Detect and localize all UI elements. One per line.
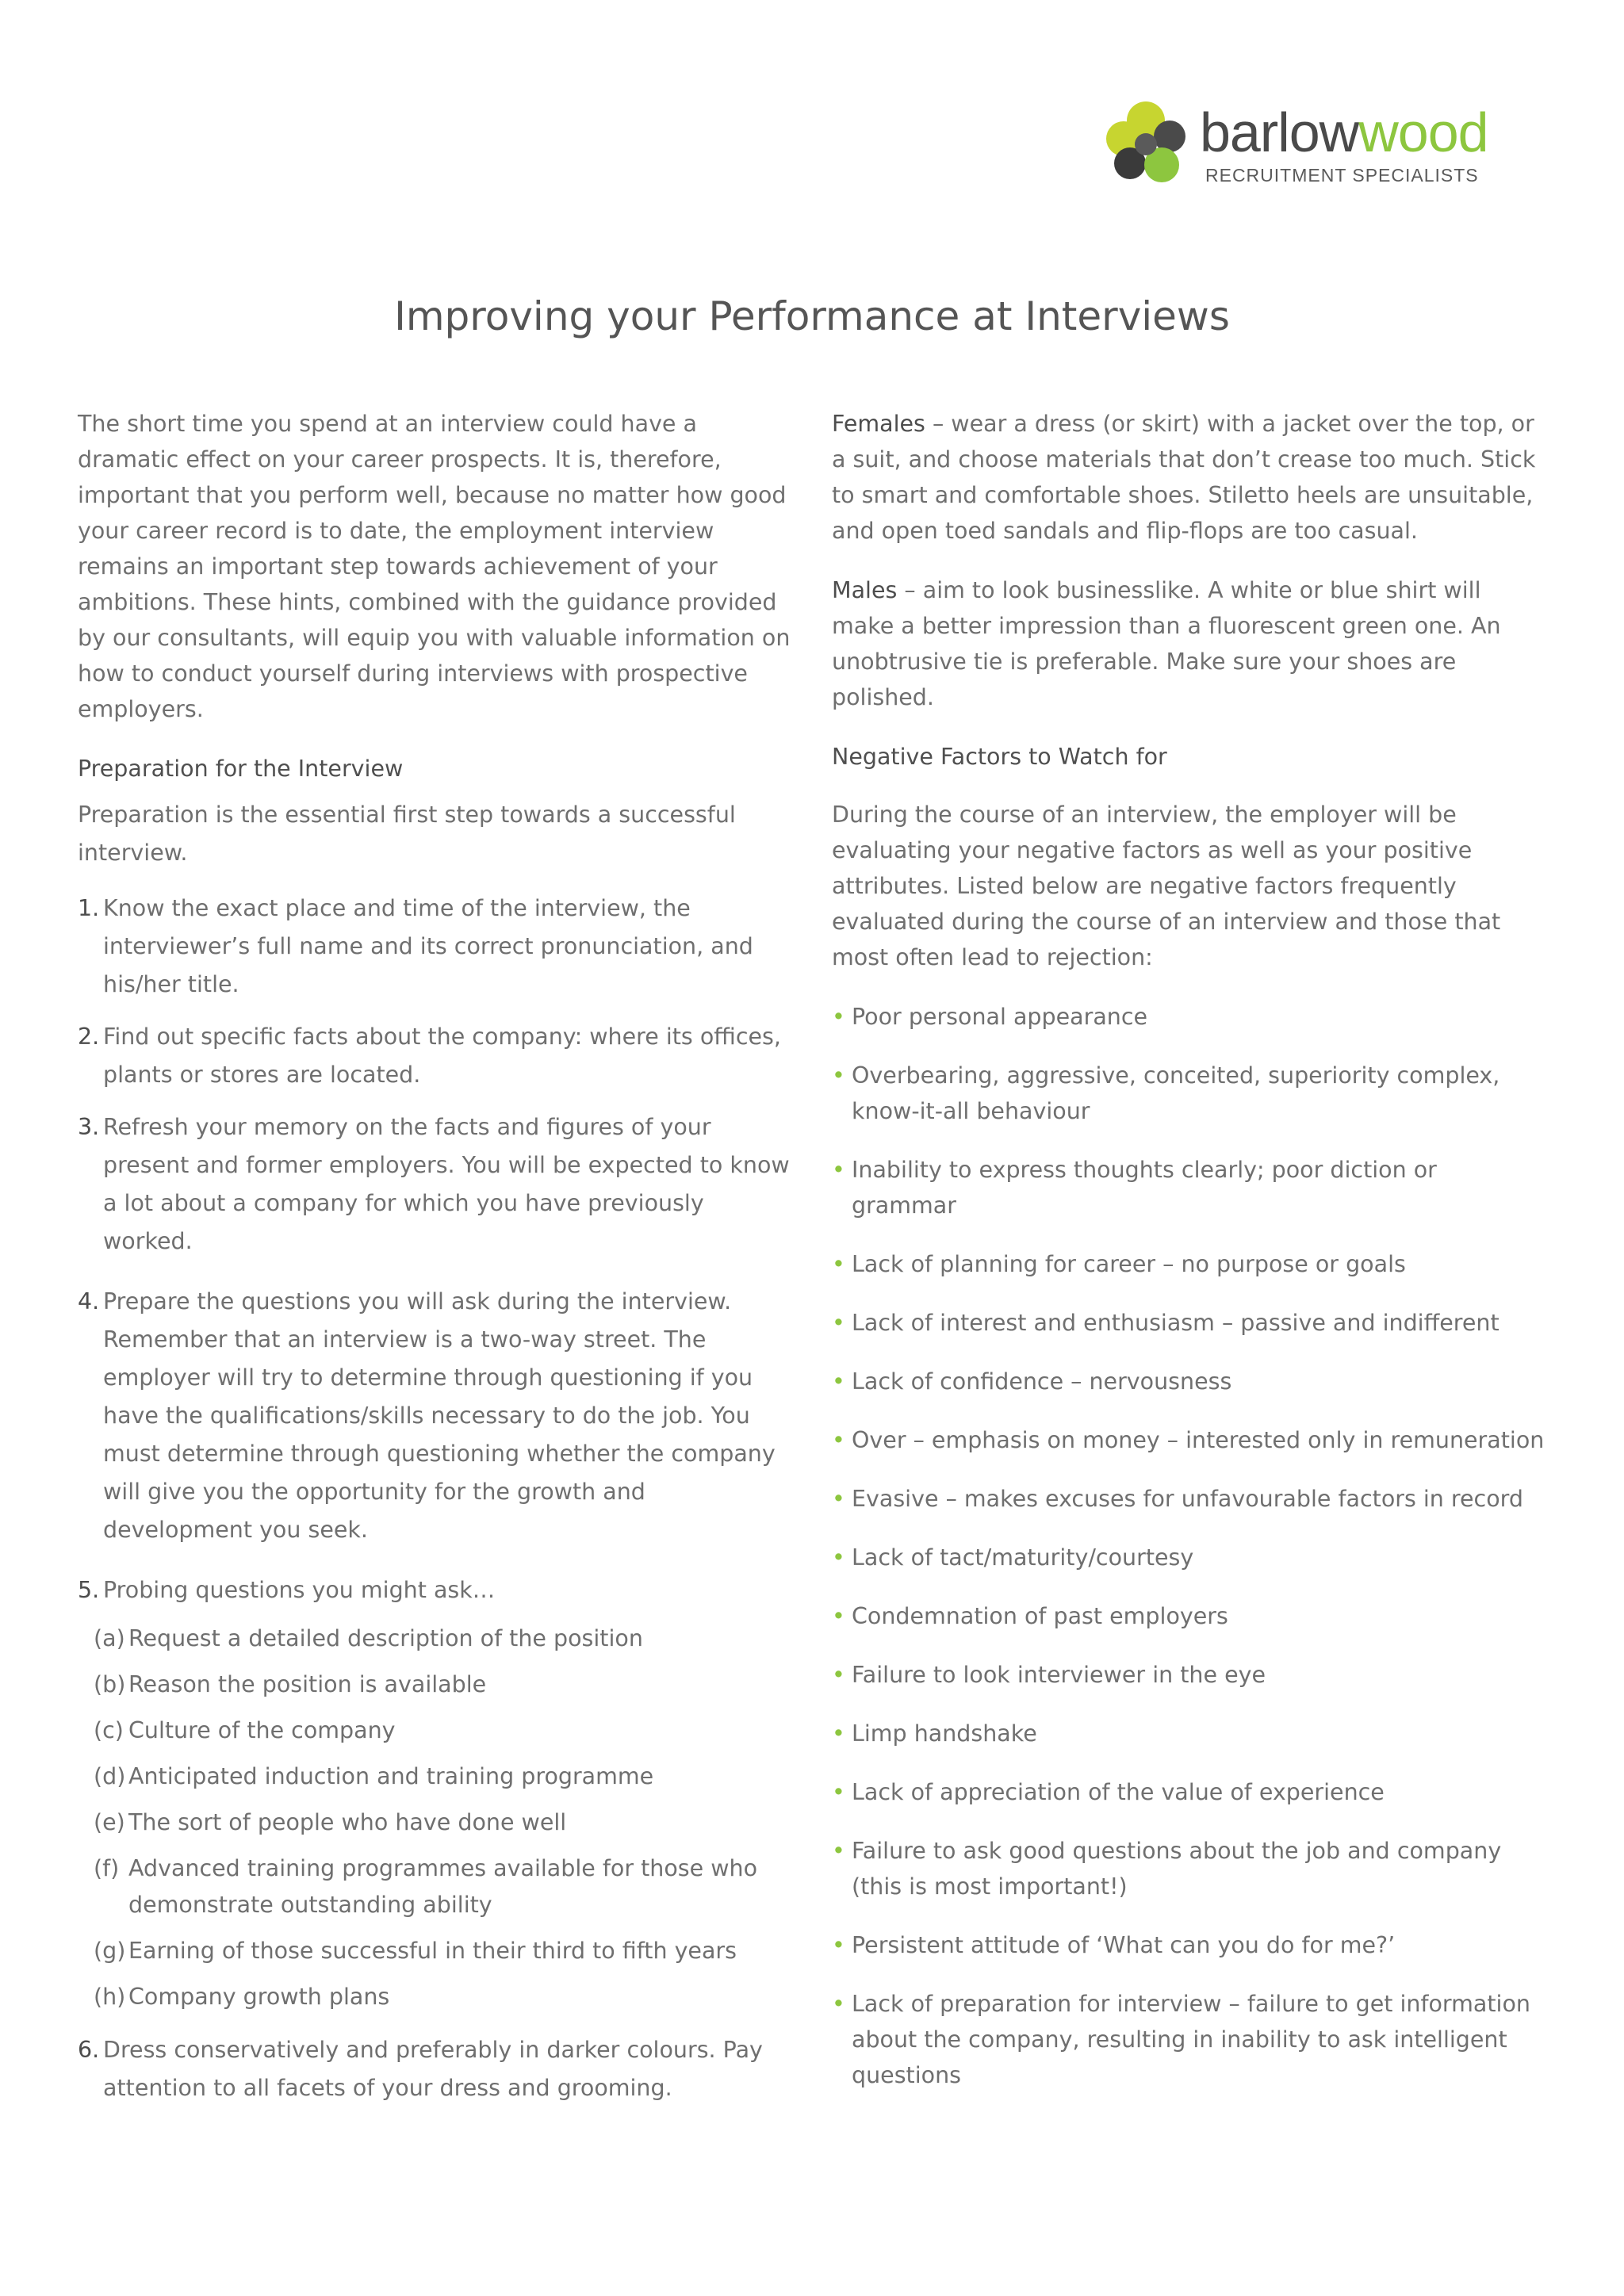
females-paragraph [832,406,1545,549]
sub-item-text: Advanced training programmes available for those who demonstrate outstanding ability [128,1855,758,1918]
negative-factors-list [832,999,1545,2093]
negative-factor-text: Poor personal appearance [852,1004,1148,1030]
sub-item-label: (d) [94,1763,126,1789]
logo-wordmark [1200,101,1488,163]
left-column [78,406,799,2122]
males-paragraph [832,572,1545,715]
sub-item-e [94,1804,799,1841]
negative-factor-text: Lack of appreciation of the value of experience [852,1779,1385,1805]
negative-factor-item [832,1774,1545,1810]
item-number: 1. [78,895,100,921]
negative-factor-text: Condemnation of past employers [852,1603,1228,1629]
company-logo [1098,95,1542,190]
item-text: Know the exact place and time of the interview, the interviewer’s full name and its correct pronunciation, and his/her title. [103,895,753,997]
numbered-item-5 [78,1571,799,1609]
sub-item-label: (f) [94,1855,120,1881]
logo-tagline: RECRUITMENT SPECIALISTS [1205,165,1479,186]
sub-item-d [94,1758,799,1795]
page-title: Improving your Performance at Interviews [394,293,1230,339]
bullet-dot-icon: • [832,1838,845,1864]
negative-factor-item [832,1246,1545,1282]
item-text: Refresh your memory on the facts and figures of your present and former employers. You will be expected to know a lot about a company for which you have previously worked. [103,1114,790,1254]
sub-item-label: (g) [94,1938,126,1964]
sub-item-text: Culture of the company [128,1717,396,1743]
negative-factor-text: Overbearing, aggressive, conceited, superiority complex, know-it-all behaviour [852,1062,1500,1124]
bullet-dot-icon: • [832,1662,845,1688]
negative-factor-item [832,1598,1545,1634]
preparation-heading: Preparation for the Interview [78,756,404,782]
item-text: Prepare the questions you will ask during the interview. Remember that an interview is a two-way street. The employer will try to determine through questioning if you have the qualifications/skills necessary to do the job. You must determine through questioning whether the company will give you the opportunity for the growth and development you seek. [103,1288,776,1543]
numbered-item-4 [78,1283,799,1549]
item-text: Find out specific facts about the company: where its offices, plants or stores are located. [103,1024,781,1088]
sub-item-b [94,1667,799,1703]
item-number: 6. [78,2037,100,2063]
negative-factor-text: Over – emphasis on money – interested only in remuneration [852,1427,1545,1453]
sub-item-text: Request a detailed description of the position [128,1625,643,1651]
negative-factor-item [832,1927,1545,1963]
bullet-dot-icon: • [832,1062,845,1089]
numbered-item-3 [78,1108,799,1261]
negative-factors-heading: Negative Factors to Watch for [832,744,1167,770]
negative-factor-text: Inability to express thoughts clearly; poor diction or grammar [852,1157,1437,1219]
negative-factor-text: Failure to look interviewer in the eye [852,1662,1266,1688]
males-text: – aim to look businesslike. A white or blue shirt will make a better impression than a fluorescent green one. An unobtrusive tie is preferable. Make sure your shoes are polished. [832,577,1501,710]
sub-item-text: Earning of those successful in their third to fifth years [128,1938,737,1964]
females-label: Females [832,411,925,437]
negative-factors-intro: During the course of an interview, the employer will be evaluating your negative factors as well as your positive attributes. Listed below are negative factors frequently evaluated during the course of an interview and those that most often lead to rejection: [832,802,1501,970]
item-number: 2. [78,1024,100,1050]
bullet-dot-icon: • [832,1368,845,1395]
females-text: – wear a dress (or skirt) with a jacket over the top, or a suit, and choose materials that don’t crease too much. Stick to smart and comfortable shoes. Stiletto heels are unsuitable, and open toed sandals and flip-flops are too casual. [832,411,1536,544]
negative-factor-item [832,1716,1545,1751]
bullet-dot-icon: • [832,1310,845,1336]
bullet-dot-icon: • [832,1004,845,1030]
sub-item-label: (h) [94,1984,126,2010]
bullet-dot-icon: • [832,1603,845,1629]
sub-item-text: Company growth plans [128,1984,390,2010]
negative-factor-text: Lack of planning for career – no purpose or goals [852,1251,1406,1277]
negative-factor-text: Lack of tact/maturity/courtesy [852,1544,1194,1571]
sub-item-a [94,1621,799,1657]
negative-factor-text: Lack of interest and enthusiasm – passive and indifferent [852,1310,1500,1336]
item-number: 4. [78,1288,100,1314]
negative-factor-item [832,1305,1545,1341]
sub-item-text: Reason the position is available [128,1671,487,1697]
bullet-dot-icon: • [832,1427,845,1453]
bullet-dot-icon: • [832,1544,845,1571]
negative-factor-text: Evasive – makes excuses for unfavourable factors in record [852,1486,1523,1512]
bullet-dot-icon: • [832,1779,845,1805]
item-number: 3. [78,1114,100,1140]
sub-item-h [94,1979,799,2015]
sub-item-label: (a) [94,1625,125,1651]
item-text: Probing questions you might ask… [103,1577,496,1603]
negative-factor-item [832,1481,1545,1517]
negative-factor-item [832,1364,1545,1399]
negative-factor-item [832,1657,1545,1693]
negative-factor-text: Lack of confidence – nervousness [852,1368,1232,1395]
numbered-item-2 [78,1018,799,1094]
sub-item-g [94,1933,799,1969]
bullet-dot-icon: • [832,1720,845,1747]
negative-factor-item [832,1058,1545,1129]
sub-item-label: (e) [94,1809,125,1835]
negative-factor-text: Failure to ask good questions about the job and company (this is most important!) [852,1838,1502,1900]
right-column [832,406,1545,2116]
bullet-dot-icon: • [832,1157,845,1183]
bullet-dot-icon: • [832,1251,845,1277]
negative-factor-item [832,1833,1545,1904]
sub-item-c [94,1712,799,1749]
negative-factor-item [832,999,1545,1035]
item-number: 5. [78,1577,100,1603]
logo-word-wood: wood [1358,101,1488,163]
sub-item-f [94,1850,799,1923]
logo-flower-icon [1098,95,1193,190]
negative-factor-text: Persistent attitude of ‘What can you do for me?’ [852,1932,1396,1958]
probing-questions-list [94,1621,799,2015]
sub-item-label: (c) [94,1717,124,1743]
negative-factor-text: Limp handshake [852,1720,1037,1747]
sub-item-text: Anticipated induction and training programme [128,1763,654,1789]
negative-factor-text: Lack of preparation for interview – failure to get information about the company, resulting in inability to ask intelligent questions [852,1991,1530,2088]
item-text: Dress conservatively and preferably in darker colours. Pay attention to all facets of your dress and grooming. [103,2037,763,2101]
bullet-dot-icon: • [832,1932,845,1958]
bullet-dot-icon: • [832,1486,845,1512]
sub-item-label: (b) [94,1671,126,1697]
bullet-dot-icon: • [832,1991,845,2017]
negative-factor-item [832,1540,1545,1575]
negative-factor-item [832,1422,1545,1458]
intro-paragraph: The short time you spend at an interview could have a dramatic effect on your career prospects. It is, therefore, important that you perform well, because no matter how good your career record is to date, the employment interview remains an important step towards achievement of your ambitions. These hints, combined with the guidance provided by our consultants, will equip you with valuable information on how to conduct yourself during interviews with prospective employers. [78,411,791,722]
negative-factor-item [832,1152,1545,1223]
sub-item-text: The sort of people who have done well [128,1809,567,1835]
numbered-item-1 [78,890,799,1004]
numbered-item-6 [78,2031,799,2107]
preparation-lead: Preparation is the essential first step towards a successful interview. [78,802,736,866]
logo-word-barlow: barlow [1200,101,1359,163]
negative-factor-item [832,1986,1545,2093]
males-label: Males [832,577,898,603]
